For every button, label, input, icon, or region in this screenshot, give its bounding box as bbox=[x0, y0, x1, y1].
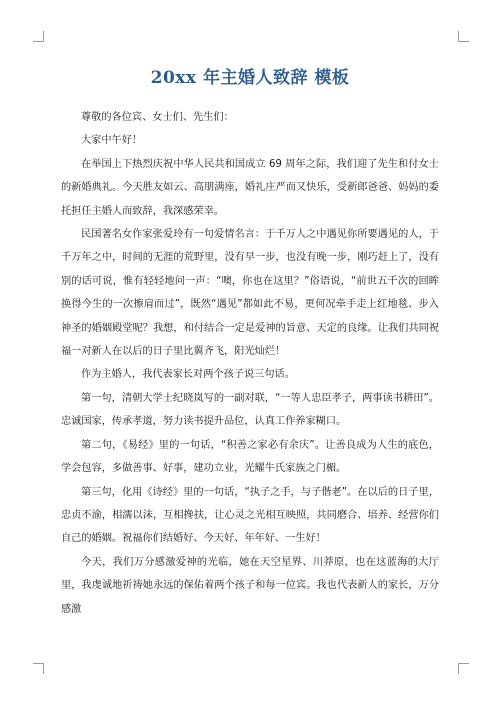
salutation-paragraph: 尊敬的各位宾、女士们、先生们： bbox=[81, 112, 234, 123]
document-title: 20xx 年主婚人致辞 模板 bbox=[150, 68, 350, 88]
quote-paragraph: 民国著名女作家张爱玲有一句爱情名言：于千万人之中遇见你所要遇见的人，于千万年之中，时间的无涯的荒野里，没有早一步，也没有晚一步，刚巧赶上了，没有别的话可说，惟有轻轻地问一声：“噢，你也在这里？”俗语说，“前世五千次的回眸换得今生的一次擦肩而过”，既然“遇见”都如此不易，更何况牵手走上红地毯、步入神圣的婚姻殿堂呢？我想，和付结合一定是爱神的旨意、天定的良缘。让我们共同祝福一对新人在以后的日子里比翼齐飞，阳光灿烂！ bbox=[61, 229, 439, 358]
closing-paragraph: 今天，我们万分感激爱神的光临，她在天空星界、川莽原，也在这蓝海的大厅里，我虔诚地祈祷她永远的保佑着两个孩子和每一位宾。我也代表新人的家长，万分感激 bbox=[61, 556, 439, 615]
crop-mark-bottom-right bbox=[458, 663, 469, 674]
second-saying-paragraph: 第二句，《易经》里的一句话，“积善之家必有余庆”。让善良成为人生的底色，学会包容，多做善事、好事，建功立业，光耀牛氏家族之门楣。 bbox=[61, 439, 439, 475]
third-saying-paragraph: 第三句，化用《诗经》里的一句话，“执子之手，与子偕老”。在以后的日子里，忠贞不渝，相濡以沫，互相搀扶，让心灵之光相互映照，共同磨合、培养、经营你们自己的婚姻。祝福你们结婚好、今天好、年年好、一生好！ bbox=[61, 486, 439, 545]
crop-mark-top-left bbox=[33, 31, 44, 42]
crop-mark-bottom-left bbox=[33, 663, 44, 674]
opening-paragraph: 在举国上下热烈庆祝中华人民共和国成立 69 周年之际，我们迎了先生和付女士的新婚典礼。今天胜友如云、高朋满座，婚礼庄严而又快乐，受新郎爸爸、妈妈的委托担任主婚人而致辞，我深感荣幸。 bbox=[61, 158, 439, 217]
greeting-paragraph: 大家中午好！ bbox=[81, 135, 143, 147]
first-saying-paragraph: 第一句，清朝大学士纪晓岚写的一副对联，“一等人忠臣孝子，两事读书耕田”。忠诚国家，传承孝道，努力读书提升品位，认真工作养家糊口。 bbox=[61, 392, 439, 428]
document-body bbox=[61, 106, 439, 621]
intro-three-sayings-paragraph: 作为主婚人，我代表家长对两个孩子说三句话。 bbox=[81, 369, 295, 381]
crop-mark-top-right bbox=[458, 31, 469, 42]
